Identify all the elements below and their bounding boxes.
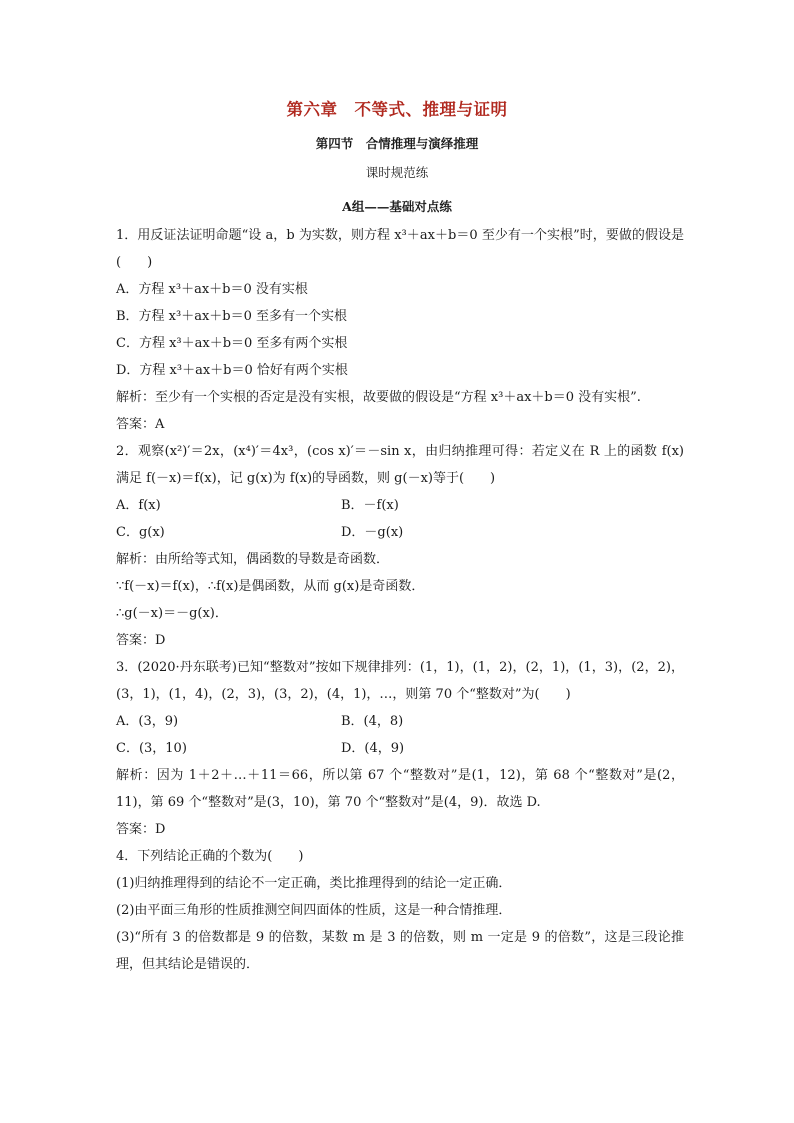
section-title: 第四节 合情推理与演绎推理: [315, 136, 479, 151]
group-heading: A组——基础对点练: [342, 199, 452, 214]
q3-answer: 答案：D: [116, 822, 166, 837]
q2-options-row-1: [116, 492, 684, 519]
q3-option-b: B．(4，8): [341, 714, 404, 729]
q3-analysis: 解析：因为 1＋2＋…＋11＝66，所以第 67 个“整数对”是(1，12)，第 68 个“整数对”是(2，11)，第 69 个“整数对”是(3，10)，第 70 个“整数对”是(4，9)．故选 D.: [116, 768, 684, 810]
q2-analysis-1: 解析：由所给等式知，偶函数的导数是奇函数．: [116, 552, 390, 567]
q2-options-row-2: [116, 519, 684, 546]
q3-option-c: C．(3，10): [116, 741, 187, 756]
q4-statement-1: (1)归纳推理得到的结论不一定正确，类比推理得到的结论一定正确．: [116, 876, 512, 891]
q1-option-c: C．方程 x³＋ax＋b＝0 至多有两个实根: [116, 336, 348, 351]
q1-analysis: 解析：至少有一个实根的否定是没有实根，故要做的假设是“方程 x³＋ax＋b＝0 没有实根”.: [116, 390, 641, 405]
q1-answer: 答案：A: [116, 417, 165, 432]
q4-statement-3: (3)“所有 3 的倍数都是 9 的倍数，某数 m 是 3 的倍数，则 m 一定是 9 的倍数”，这是三段论推理，但其结论是错误的．: [116, 930, 684, 972]
q1-option-b: B．方程 x³＋ax＋b＝0 至多有一个实根: [116, 309, 348, 324]
q2-answer: 答案：D: [116, 633, 166, 648]
q3-option-d: D．(4，9): [341, 741, 405, 756]
subtitle: 课时规范练: [365, 165, 429, 180]
q1-option-d: D．方程 x³＋ax＋b＝0 恰好有两个实根: [116, 363, 348, 378]
chapter-title: 第六章 不等式、推理与证明: [286, 100, 508, 119]
question-list: [116, 222, 684, 978]
q2-stem: 2．观察(x²)′＝2x，(x⁴)′＝4x³，(cos x)′＝－sin x，由归纳推理可得：若定义在 R 上的函数 f(x)满足 f(－x)＝f(x)，记 g(x)为 f(x)的导函数，则 g(－x)等于( ): [116, 444, 684, 486]
q1-option-a: A．方程 x³＋ax＋b＝0 没有实根: [116, 282, 308, 297]
q3-options-row-2: [116, 735, 684, 762]
q4-stem: 4．下列结论正确的个数为( ): [116, 849, 304, 864]
q3-stem: 3．(2020·丹东联考)已知“整数对”按如下规律排列：(1，1)，(1，2)，(2，1)，(1，3)，(2，2)，(3，1)，(1，4)，(2，3)，(3，2)，(4，1)，…，则第 70 个“整数对”为( ): [116, 660, 684, 702]
q2-option-d: D．－g(x): [341, 525, 404, 540]
q2-option-c: C．g(x): [116, 525, 165, 540]
q3-options-row-1: [116, 708, 684, 735]
q1-stem: 1．用反证法证明命题“设 a，b 为实数，则方程 x³＋ax＋b＝0 至少有一个实根”时，要做的假设是( ): [116, 228, 684, 270]
q2-analysis-3: ∴g(－x)＝－g(x)．: [116, 606, 228, 621]
q2-analysis-2: ∵f(－x)＝f(x)，∴f(x)是偶函数，从而 g(x)是奇函数．: [116, 579, 425, 594]
q3-option-a: A．(3，9): [116, 714, 179, 729]
q2-option-a: A．f(x): [116, 498, 161, 513]
q2-option-b: B．－f(x): [341, 498, 399, 513]
q4-statement-2: (2)由平面三角形的性质推测空间四面体的性质，这是一种合情推理．: [116, 903, 512, 918]
